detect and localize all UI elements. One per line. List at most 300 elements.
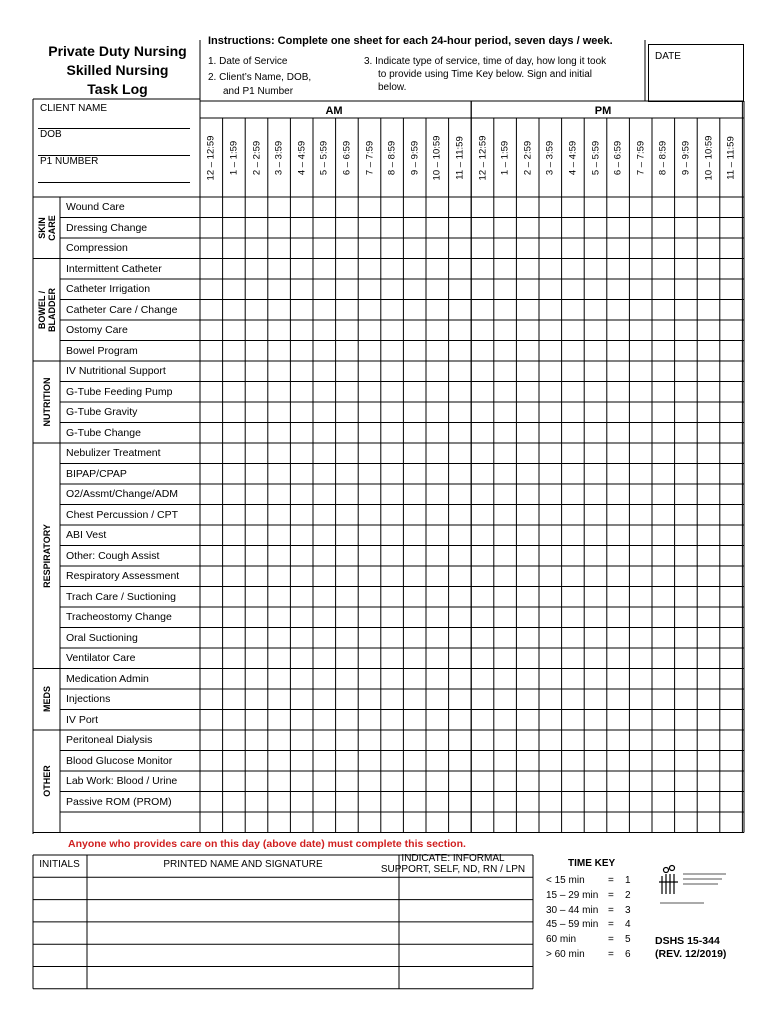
time-cell[interactable] bbox=[584, 648, 607, 669]
time-cell[interactable] bbox=[720, 443, 743, 464]
time-cell[interactable] bbox=[381, 423, 404, 444]
time-cell[interactable] bbox=[223, 361, 246, 382]
time-cell[interactable] bbox=[607, 525, 630, 546]
time-cell[interactable] bbox=[381, 812, 404, 833]
time-cell[interactable] bbox=[675, 464, 698, 485]
time-cell[interactable] bbox=[697, 300, 720, 321]
time-cell[interactable] bbox=[494, 361, 517, 382]
time-cell[interactable] bbox=[494, 689, 517, 710]
time-cell[interactable] bbox=[223, 423, 246, 444]
time-cell[interactable] bbox=[584, 587, 607, 608]
time-cell[interactable] bbox=[629, 505, 652, 526]
time-cell[interactable] bbox=[720, 300, 743, 321]
time-cell[interactable] bbox=[629, 484, 652, 505]
time-cell[interactable] bbox=[629, 279, 652, 300]
time-cell[interactable] bbox=[358, 792, 381, 813]
time-cell[interactable] bbox=[336, 300, 359, 321]
time-cell[interactable] bbox=[449, 382, 472, 403]
time-cell[interactable] bbox=[652, 505, 675, 526]
time-cell[interactable] bbox=[268, 484, 291, 505]
time-cell[interactable] bbox=[652, 300, 675, 321]
time-cell[interactable] bbox=[607, 238, 630, 259]
time-cell[interactable] bbox=[200, 587, 223, 608]
time-cell[interactable] bbox=[607, 423, 630, 444]
time-cell[interactable] bbox=[245, 484, 268, 505]
time-cell[interactable] bbox=[403, 423, 426, 444]
time-cell[interactable] bbox=[426, 197, 449, 218]
time-cell[interactable] bbox=[358, 546, 381, 567]
time-cell[interactable] bbox=[245, 197, 268, 218]
time-cell[interactable] bbox=[403, 587, 426, 608]
time-cell[interactable] bbox=[516, 197, 539, 218]
time-cell[interactable] bbox=[403, 382, 426, 403]
time-cell[interactable] bbox=[471, 751, 494, 772]
time-cell[interactable] bbox=[268, 279, 291, 300]
time-cell[interactable] bbox=[584, 279, 607, 300]
time-cell[interactable] bbox=[675, 628, 698, 649]
time-cell[interactable] bbox=[539, 341, 562, 362]
time-cell[interactable] bbox=[562, 566, 585, 587]
time-cell[interactable] bbox=[336, 546, 359, 567]
time-cell[interactable] bbox=[313, 730, 336, 751]
time-cell[interactable] bbox=[652, 771, 675, 792]
time-cell[interactable] bbox=[471, 402, 494, 423]
time-cell[interactable] bbox=[223, 771, 246, 792]
time-cell[interactable] bbox=[381, 197, 404, 218]
time-cell[interactable] bbox=[697, 361, 720, 382]
time-cell[interactable] bbox=[516, 423, 539, 444]
time-cell[interactable] bbox=[313, 525, 336, 546]
time-cell[interactable] bbox=[652, 669, 675, 690]
time-cell[interactable] bbox=[313, 361, 336, 382]
caregiver-type-cell[interactable] bbox=[399, 967, 533, 989]
time-cell[interactable] bbox=[223, 792, 246, 813]
time-cell[interactable] bbox=[562, 628, 585, 649]
time-cell[interactable] bbox=[494, 669, 517, 690]
time-cell[interactable] bbox=[720, 792, 743, 813]
time-cell[interactable] bbox=[449, 443, 472, 464]
time-cell[interactable] bbox=[584, 669, 607, 690]
time-cell[interactable] bbox=[697, 341, 720, 362]
time-cell[interactable] bbox=[313, 382, 336, 403]
time-cell[interactable] bbox=[584, 607, 607, 628]
initials-cell[interactable] bbox=[33, 922, 87, 944]
time-cell[interactable] bbox=[313, 341, 336, 362]
time-cell[interactable] bbox=[336, 525, 359, 546]
time-cell[interactable] bbox=[313, 607, 336, 628]
caregiver-type-cell[interactable] bbox=[399, 922, 533, 944]
time-cell[interactable] bbox=[629, 320, 652, 341]
initials-cell[interactable] bbox=[33, 967, 87, 989]
time-cell[interactable] bbox=[245, 279, 268, 300]
time-cell[interactable] bbox=[245, 464, 268, 485]
time-cell[interactable] bbox=[675, 443, 698, 464]
time-cell[interactable] bbox=[516, 710, 539, 731]
time-cell[interactable] bbox=[403, 710, 426, 731]
time-cell[interactable] bbox=[245, 382, 268, 403]
time-cell[interactable] bbox=[697, 771, 720, 792]
time-cell[interactable] bbox=[471, 484, 494, 505]
time-cell[interactable] bbox=[720, 546, 743, 567]
time-cell[interactable] bbox=[426, 525, 449, 546]
time-cell[interactable] bbox=[629, 669, 652, 690]
time-cell[interactable] bbox=[652, 710, 675, 731]
time-cell[interactable] bbox=[403, 505, 426, 526]
time-cell[interactable] bbox=[403, 197, 426, 218]
time-cell[interactable] bbox=[426, 628, 449, 649]
time-cell[interactable] bbox=[381, 382, 404, 403]
time-cell[interactable] bbox=[697, 423, 720, 444]
time-cell[interactable] bbox=[290, 218, 313, 239]
time-cell[interactable] bbox=[426, 730, 449, 751]
time-cell[interactable] bbox=[607, 259, 630, 280]
time-cell[interactable] bbox=[539, 751, 562, 772]
time-cell[interactable] bbox=[381, 730, 404, 751]
time-cell[interactable] bbox=[516, 751, 539, 772]
time-cell[interactable] bbox=[607, 300, 630, 321]
time-cell[interactable] bbox=[494, 607, 517, 628]
time-cell[interactable] bbox=[245, 792, 268, 813]
time-cell[interactable] bbox=[449, 607, 472, 628]
time-cell[interactable] bbox=[290, 259, 313, 280]
time-cell[interactable] bbox=[313, 648, 336, 669]
time-cell[interactable] bbox=[426, 792, 449, 813]
time-cell[interactable] bbox=[652, 320, 675, 341]
time-cell[interactable] bbox=[652, 628, 675, 649]
time-cell[interactable] bbox=[675, 566, 698, 587]
time-cell[interactable] bbox=[223, 320, 246, 341]
time-cell[interactable] bbox=[426, 279, 449, 300]
time-cell[interactable] bbox=[516, 628, 539, 649]
time-cell[interactable] bbox=[336, 279, 359, 300]
time-cell[interactable] bbox=[381, 218, 404, 239]
time-cell[interactable] bbox=[403, 464, 426, 485]
time-cell[interactable] bbox=[313, 300, 336, 321]
time-cell[interactable] bbox=[539, 259, 562, 280]
time-cell[interactable] bbox=[403, 648, 426, 669]
time-cell[interactable] bbox=[268, 669, 291, 690]
time-cell[interactable] bbox=[584, 341, 607, 362]
time-cell[interactable] bbox=[607, 361, 630, 382]
time-cell[interactable] bbox=[652, 464, 675, 485]
time-cell[interactable] bbox=[290, 197, 313, 218]
time-cell[interactable] bbox=[223, 505, 246, 526]
time-cell[interactable] bbox=[313, 484, 336, 505]
time-cell[interactable] bbox=[245, 710, 268, 731]
time-cell[interactable] bbox=[720, 505, 743, 526]
time-cell[interactable] bbox=[313, 443, 336, 464]
time-cell[interactable] bbox=[494, 484, 517, 505]
time-cell[interactable] bbox=[381, 669, 404, 690]
time-cell[interactable] bbox=[652, 689, 675, 710]
time-cell[interactable] bbox=[336, 197, 359, 218]
time-cell[interactable] bbox=[449, 259, 472, 280]
time-cell[interactable] bbox=[245, 238, 268, 259]
time-cell[interactable] bbox=[675, 320, 698, 341]
time-cell[interactable] bbox=[449, 505, 472, 526]
time-cell[interactable] bbox=[449, 361, 472, 382]
time-cell[interactable] bbox=[697, 443, 720, 464]
time-cell[interactable] bbox=[471, 648, 494, 669]
time-cell[interactable] bbox=[562, 771, 585, 792]
time-cell[interactable] bbox=[268, 218, 291, 239]
time-cell[interactable] bbox=[403, 546, 426, 567]
time-cell[interactable] bbox=[562, 197, 585, 218]
time-cell[interactable] bbox=[403, 669, 426, 690]
time-cell[interactable] bbox=[223, 443, 246, 464]
time-cell[interactable] bbox=[358, 812, 381, 833]
time-cell[interactable] bbox=[403, 792, 426, 813]
time-cell[interactable] bbox=[449, 300, 472, 321]
time-cell[interactable] bbox=[539, 546, 562, 567]
time-cell[interactable] bbox=[720, 628, 743, 649]
time-cell[interactable] bbox=[516, 812, 539, 833]
time-cell[interactable] bbox=[494, 812, 517, 833]
time-cell[interactable] bbox=[697, 730, 720, 751]
time-cell[interactable] bbox=[268, 628, 291, 649]
time-cell[interactable] bbox=[652, 443, 675, 464]
time-cell[interactable] bbox=[268, 320, 291, 341]
time-cell[interactable] bbox=[223, 587, 246, 608]
time-cell[interactable] bbox=[494, 443, 517, 464]
time-cell[interactable] bbox=[223, 484, 246, 505]
time-cell[interactable] bbox=[449, 587, 472, 608]
time-cell[interactable] bbox=[313, 423, 336, 444]
time-cell[interactable] bbox=[607, 320, 630, 341]
time-cell[interactable] bbox=[313, 669, 336, 690]
time-cell[interactable] bbox=[629, 710, 652, 731]
time-cell[interactable] bbox=[607, 812, 630, 833]
time-cell[interactable] bbox=[697, 669, 720, 690]
initials-cell[interactable] bbox=[33, 900, 87, 922]
time-cell[interactable] bbox=[494, 382, 517, 403]
time-cell[interactable] bbox=[629, 361, 652, 382]
time-cell[interactable] bbox=[426, 464, 449, 485]
time-cell[interactable] bbox=[381, 607, 404, 628]
time-cell[interactable] bbox=[358, 730, 381, 751]
time-cell[interactable] bbox=[494, 710, 517, 731]
time-cell[interactable] bbox=[200, 689, 223, 710]
time-cell[interactable] bbox=[720, 710, 743, 731]
time-cell[interactable] bbox=[562, 607, 585, 628]
time-cell[interactable] bbox=[697, 238, 720, 259]
time-cell[interactable] bbox=[652, 484, 675, 505]
time-cell[interactable] bbox=[516, 218, 539, 239]
time-cell[interactable] bbox=[403, 402, 426, 423]
time-cell[interactable] bbox=[449, 218, 472, 239]
time-cell[interactable] bbox=[426, 546, 449, 567]
time-cell[interactable] bbox=[381, 566, 404, 587]
time-cell[interactable] bbox=[223, 300, 246, 321]
time-cell[interactable] bbox=[607, 587, 630, 608]
time-cell[interactable] bbox=[539, 197, 562, 218]
time-cell[interactable] bbox=[471, 587, 494, 608]
time-cell[interactable] bbox=[516, 464, 539, 485]
time-cell[interactable] bbox=[720, 238, 743, 259]
time-cell[interactable] bbox=[584, 730, 607, 751]
time-cell[interactable] bbox=[381, 546, 404, 567]
time-cell[interactable] bbox=[720, 607, 743, 628]
time-cell[interactable] bbox=[449, 320, 472, 341]
time-cell[interactable] bbox=[697, 382, 720, 403]
time-cell[interactable] bbox=[629, 566, 652, 587]
time-cell[interactable] bbox=[675, 710, 698, 731]
time-cell[interactable] bbox=[652, 812, 675, 833]
time-cell[interactable] bbox=[290, 546, 313, 567]
time-cell[interactable] bbox=[494, 771, 517, 792]
time-cell[interactable] bbox=[449, 751, 472, 772]
time-cell[interactable] bbox=[697, 566, 720, 587]
time-cell[interactable] bbox=[426, 505, 449, 526]
time-cell[interactable] bbox=[652, 259, 675, 280]
time-cell[interactable] bbox=[358, 525, 381, 546]
time-cell[interactable] bbox=[358, 484, 381, 505]
time-cell[interactable] bbox=[539, 771, 562, 792]
time-cell[interactable] bbox=[562, 648, 585, 669]
time-cell[interactable] bbox=[471, 218, 494, 239]
time-cell[interactable] bbox=[607, 607, 630, 628]
time-cell[interactable] bbox=[675, 730, 698, 751]
time-cell[interactable] bbox=[200, 710, 223, 731]
time-cell[interactable] bbox=[675, 505, 698, 526]
time-cell[interactable] bbox=[223, 710, 246, 731]
time-cell[interactable] bbox=[539, 443, 562, 464]
time-cell[interactable] bbox=[652, 402, 675, 423]
time-cell[interactable] bbox=[697, 607, 720, 628]
time-cell[interactable] bbox=[516, 792, 539, 813]
signature-cell[interactable] bbox=[87, 944, 399, 966]
time-cell[interactable] bbox=[449, 484, 472, 505]
time-cell[interactable] bbox=[245, 669, 268, 690]
time-cell[interactable] bbox=[539, 587, 562, 608]
time-cell[interactable] bbox=[516, 730, 539, 751]
time-cell[interactable] bbox=[720, 279, 743, 300]
time-cell[interactable] bbox=[607, 402, 630, 423]
time-cell[interactable] bbox=[652, 382, 675, 403]
time-cell[interactable] bbox=[471, 710, 494, 731]
time-cell[interactable] bbox=[200, 607, 223, 628]
time-cell[interactable] bbox=[426, 382, 449, 403]
time-cell[interactable] bbox=[268, 197, 291, 218]
time-cell[interactable] bbox=[313, 628, 336, 649]
time-cell[interactable] bbox=[313, 320, 336, 341]
time-cell[interactable] bbox=[697, 587, 720, 608]
time-cell[interactable] bbox=[245, 218, 268, 239]
time-cell[interactable] bbox=[245, 812, 268, 833]
time-cell[interactable] bbox=[426, 710, 449, 731]
time-cell[interactable] bbox=[652, 792, 675, 813]
time-cell[interactable] bbox=[652, 751, 675, 772]
time-cell[interactable] bbox=[471, 792, 494, 813]
time-cell[interactable] bbox=[200, 197, 223, 218]
time-cell[interactable] bbox=[223, 669, 246, 690]
time-cell[interactable] bbox=[584, 484, 607, 505]
time-cell[interactable] bbox=[562, 259, 585, 280]
time-cell[interactable] bbox=[675, 423, 698, 444]
time-cell[interactable] bbox=[607, 546, 630, 567]
time-cell[interactable] bbox=[720, 730, 743, 751]
time-cell[interactable] bbox=[426, 443, 449, 464]
time-cell[interactable] bbox=[336, 341, 359, 362]
time-cell[interactable] bbox=[336, 628, 359, 649]
time-cell[interactable] bbox=[358, 751, 381, 772]
time-cell[interactable] bbox=[562, 792, 585, 813]
time-cell[interactable] bbox=[720, 751, 743, 772]
time-cell[interactable] bbox=[403, 238, 426, 259]
time-cell[interactable] bbox=[290, 710, 313, 731]
time-cell[interactable] bbox=[697, 751, 720, 772]
time-cell[interactable] bbox=[290, 607, 313, 628]
time-cell[interactable] bbox=[675, 771, 698, 792]
time-cell[interactable] bbox=[336, 689, 359, 710]
time-cell[interactable] bbox=[290, 751, 313, 772]
time-cell[interactable] bbox=[471, 566, 494, 587]
time-cell[interactable] bbox=[223, 197, 246, 218]
time-cell[interactable] bbox=[539, 218, 562, 239]
time-cell[interactable] bbox=[652, 546, 675, 567]
time-cell[interactable] bbox=[223, 341, 246, 362]
time-cell[interactable] bbox=[652, 341, 675, 362]
time-cell[interactable] bbox=[494, 423, 517, 444]
time-cell[interactable] bbox=[675, 751, 698, 772]
time-cell[interactable] bbox=[629, 730, 652, 751]
time-cell[interactable] bbox=[381, 361, 404, 382]
time-cell[interactable] bbox=[562, 341, 585, 362]
time-cell[interactable] bbox=[290, 730, 313, 751]
time-cell[interactable] bbox=[629, 546, 652, 567]
time-cell[interactable] bbox=[629, 525, 652, 546]
time-cell[interactable] bbox=[268, 259, 291, 280]
time-cell[interactable] bbox=[403, 484, 426, 505]
time-cell[interactable] bbox=[607, 710, 630, 731]
time-cell[interactable] bbox=[652, 587, 675, 608]
time-cell[interactable] bbox=[313, 464, 336, 485]
time-cell[interactable] bbox=[381, 689, 404, 710]
time-cell[interactable] bbox=[471, 505, 494, 526]
time-cell[interactable] bbox=[358, 300, 381, 321]
time-cell[interactable] bbox=[516, 279, 539, 300]
time-cell[interactable] bbox=[471, 361, 494, 382]
time-cell[interactable] bbox=[313, 546, 336, 567]
time-cell[interactable] bbox=[200, 402, 223, 423]
time-cell[interactable] bbox=[607, 730, 630, 751]
time-cell[interactable] bbox=[426, 689, 449, 710]
time-cell[interactable] bbox=[584, 300, 607, 321]
time-cell[interactable] bbox=[381, 484, 404, 505]
caregiver-type-cell[interactable] bbox=[399, 877, 533, 899]
time-cell[interactable] bbox=[245, 607, 268, 628]
time-cell[interactable] bbox=[336, 669, 359, 690]
time-cell[interactable] bbox=[358, 443, 381, 464]
time-cell[interactable] bbox=[290, 423, 313, 444]
time-cell[interactable] bbox=[471, 238, 494, 259]
time-cell[interactable] bbox=[629, 238, 652, 259]
time-cell[interactable] bbox=[607, 341, 630, 362]
time-cell[interactable] bbox=[539, 628, 562, 649]
time-cell[interactable] bbox=[426, 484, 449, 505]
time-cell[interactable] bbox=[494, 587, 517, 608]
time-cell[interactable] bbox=[629, 751, 652, 772]
time-cell[interactable] bbox=[336, 587, 359, 608]
time-cell[interactable] bbox=[200, 505, 223, 526]
time-cell[interactable] bbox=[313, 238, 336, 259]
time-cell[interactable] bbox=[494, 218, 517, 239]
time-cell[interactable] bbox=[426, 300, 449, 321]
time-cell[interactable] bbox=[494, 546, 517, 567]
time-cell[interactable] bbox=[449, 628, 472, 649]
time-cell[interactable] bbox=[584, 689, 607, 710]
time-cell[interactable] bbox=[584, 361, 607, 382]
